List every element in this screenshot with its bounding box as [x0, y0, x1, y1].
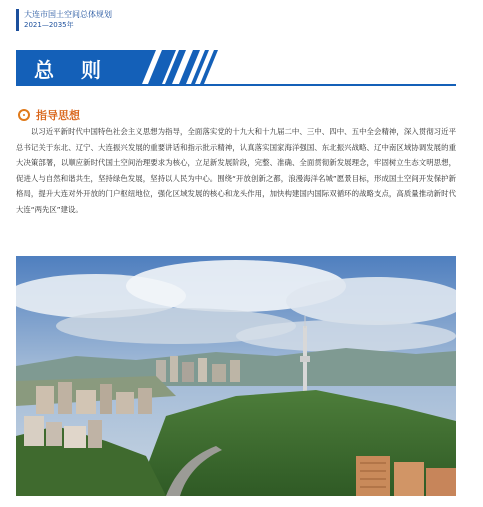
chapter-title: 总 则: [34, 58, 111, 82]
chapter-banner: [16, 50, 456, 84]
section-heading: [18, 107, 80, 123]
document-period: 2021—2035年: [24, 21, 74, 29]
city-photo: [16, 256, 456, 496]
section-title: 指导思想: [36, 109, 80, 122]
document-title: 大连市国土空间总体规划: [24, 10, 112, 19]
header-accent-bar: [16, 9, 19, 31]
banner-rule: [16, 84, 456, 86]
section-paragraph: 以习近平新时代中国特色社会主义思想为指导，全面落实党的十九大和十九届二中、三中、四中、五中全会精神，深入贯彻习近平总书记关于东北、辽宁、大连振兴发展的重要讲话和指示批示精神，认真落实国家海洋强国、东北振兴战略、辽中南区域协调发展的重大决策部署，以顺应新时代国土空间治理要求为核心，立足新发展阶段，完整、准确、全面贯彻新发展理念，牢固树立生态文明思想，促进人与自然和谐共生，坚持绿色发展，坚持以人民为中心。围绕“开放创新之都，浪漫海洋名城”愿景目标，形成国土空间开发保护新格局，提升大连对外开放的门户枢纽地位，强化区域发展的核心和龙头作用，加快构建国内国际双循环的战略支点，高质量推动新时代大连“两先区”建设。: [16, 127, 456, 214]
target-icon: [18, 109, 30, 121]
